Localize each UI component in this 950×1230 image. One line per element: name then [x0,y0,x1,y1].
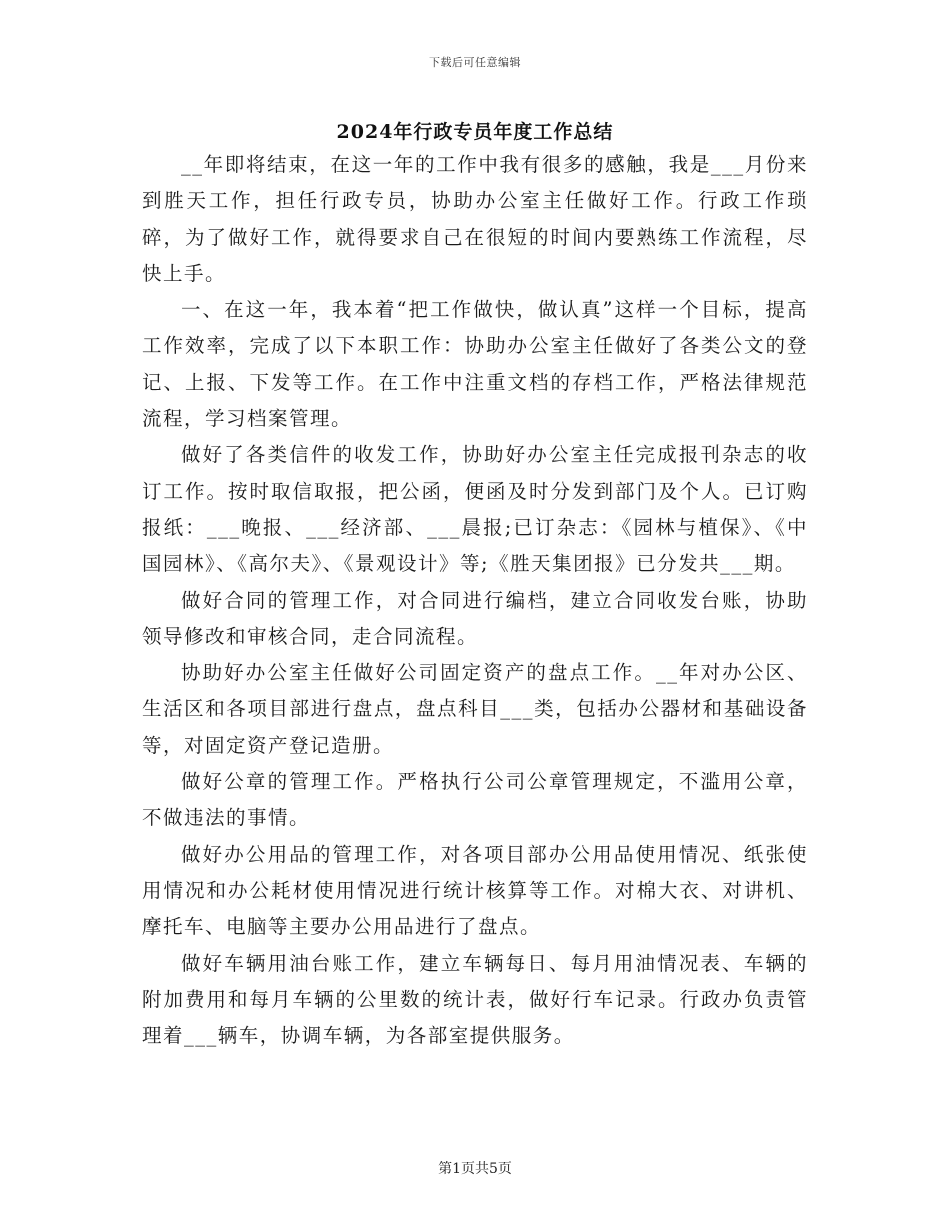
document-body [142,147,808,1054]
paragraph-contract-management: 做好合同的管理工作，对合同进行编档，建立合同收发台账，协助领导修改和审核合同，走合同流程。 [142,588,808,648]
page-number: 第1页共5页 [438,1161,512,1177]
paragraph-office-supplies: 做好办公用品的管理工作，对各项目部办公用品使用情况、纸张使用情况和办公耗材使用情况进行统计核算等工作。对棉大衣、对讲机、摩托车、电脑等主要办公用品进行了盘点。 [142,842,808,939]
page-header-note: 下载后可任意编辑 [429,56,521,69]
paragraph-vehicle-fuel: 做好车辆用油台账工作，建立车辆每日、每月用油情况表、车辆的附加费用和每月车辆的公里数的统计表，做好行车记录。行政办负责管理着___辆车，协调车辆，为各部室提供服务。 [142,951,808,1048]
paragraph-seal-management: 做好公章的管理工作。严格执行公司公章管理规定，不滥用公章，不做违法的事情。 [142,770,808,830]
paragraph-asset-inventory: 协助好办公室主任做好公司固定资产的盘点工作。__年对办公区、生活区和各项目部进行盘点，盘点科目___类，包括办公器材和基础设备等，对固定资产登记造册。 [142,661,808,757]
paragraph-section-one: 一、在这一年，我本着“把工作做快，做认真”这样一个目标，提高工作效率，完成了以下本职工作：协助办公室主任做好了各类公文的登记、上报、下发等工作。在工作中注重文档的存档工作，严格法律规范流程，学习档案管理。 [142,298,808,431]
document-title: 2024年行政专员年度工作总结 [336,121,614,143]
paragraph-mail-handling: 做好了各类信件的收发工作，协助好办公室主任完成报刊杂志的收订工作。按时取信取报，把公函，便函及时分发到部门及个人。已订购报纸：___晚报、___经济部、___晨报;已订杂志：《园林与植保》、《中国园林》、《高尔夫》、《景观设计》等;《胜天集团报》已分发共___期。 [142,443,808,576]
paragraph-intro: __年即将结束，在这一年的工作中我有很多的感触，我是___月份来到胜天工作，担任行政专员，协助办公室主任做好工作。行政工作琐碎，为了做好工作，就得要求自己在很短的时间内要熟练工作流程，尽快上手。 [142,153,808,285]
